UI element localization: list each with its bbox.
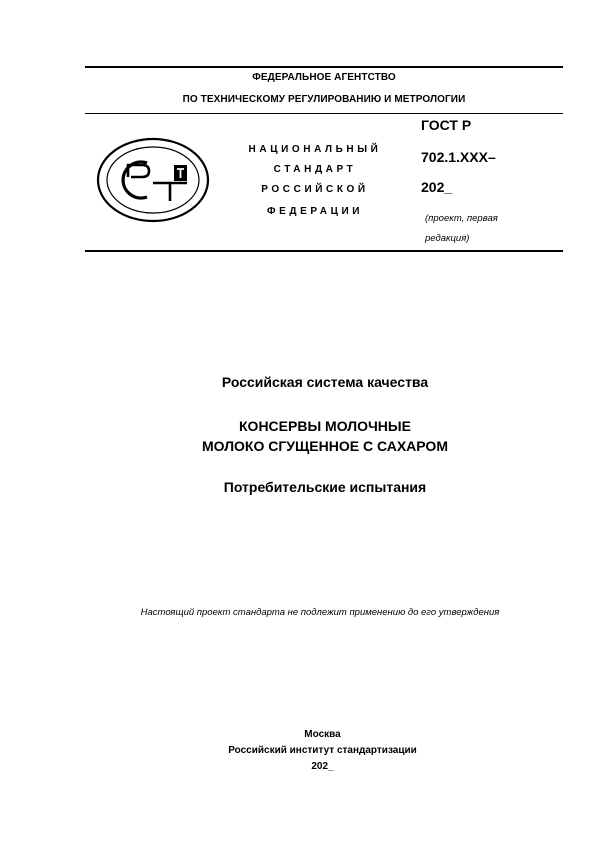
national-standard-line2: СТАНДАРТ — [273, 164, 357, 175]
national-standard-line3: РОССИЙСКОЙ — [261, 184, 369, 195]
national-standard-line1: НАЦИОНАЛЬНЫЙ — [248, 144, 382, 155]
standard-designation-line1: ГОСТ Р — [421, 117, 472, 133]
document-subtitle: Потребительские испытания — [223, 479, 427, 495]
publisher-city: Москва — [304, 729, 341, 740]
national-standard-line4: ФЕДЕРАЦИИ — [266, 206, 364, 217]
header-top-rule — [85, 66, 563, 68]
header-bottom-rule — [85, 250, 563, 252]
draft-note-line2: редакция) — [425, 233, 470, 244]
document-title-line1: КОНСЕРВЫ МОЛОЧНЫЕ — [239, 418, 411, 434]
gost-r-logo-icon — [95, 135, 215, 225]
publisher-institute: Российский институт стандартизации — [228, 745, 417, 756]
standard-designation-line3: 202_ — [421, 179, 453, 195]
quality-system-heading: Российская система качества — [221, 374, 429, 390]
header-middle-rule — [85, 113, 563, 114]
agency-name-line2: ПО ТЕХНИЧЕСКОМУ РЕГУЛИРОВАНИЮ И МЕТРОЛОГИИ — [182, 94, 466, 105]
draft-note-line1: (проект, первая — [425, 213, 498, 224]
standard-designation-line2: 702.1.XXX– — [421, 149, 496, 165]
draft-notice: Настоящий проект стандарта не подлежит применению до его утверждения — [140, 607, 500, 618]
document-title-line2: МОЛОКО СГУЩЕННОЕ С САХАРОМ — [202, 438, 448, 454]
publication-year: 202_ — [311, 761, 334, 772]
agency-name-line1: ФЕДЕРАЛЬНОЕ АГЕНТСТВО — [252, 72, 396, 83]
